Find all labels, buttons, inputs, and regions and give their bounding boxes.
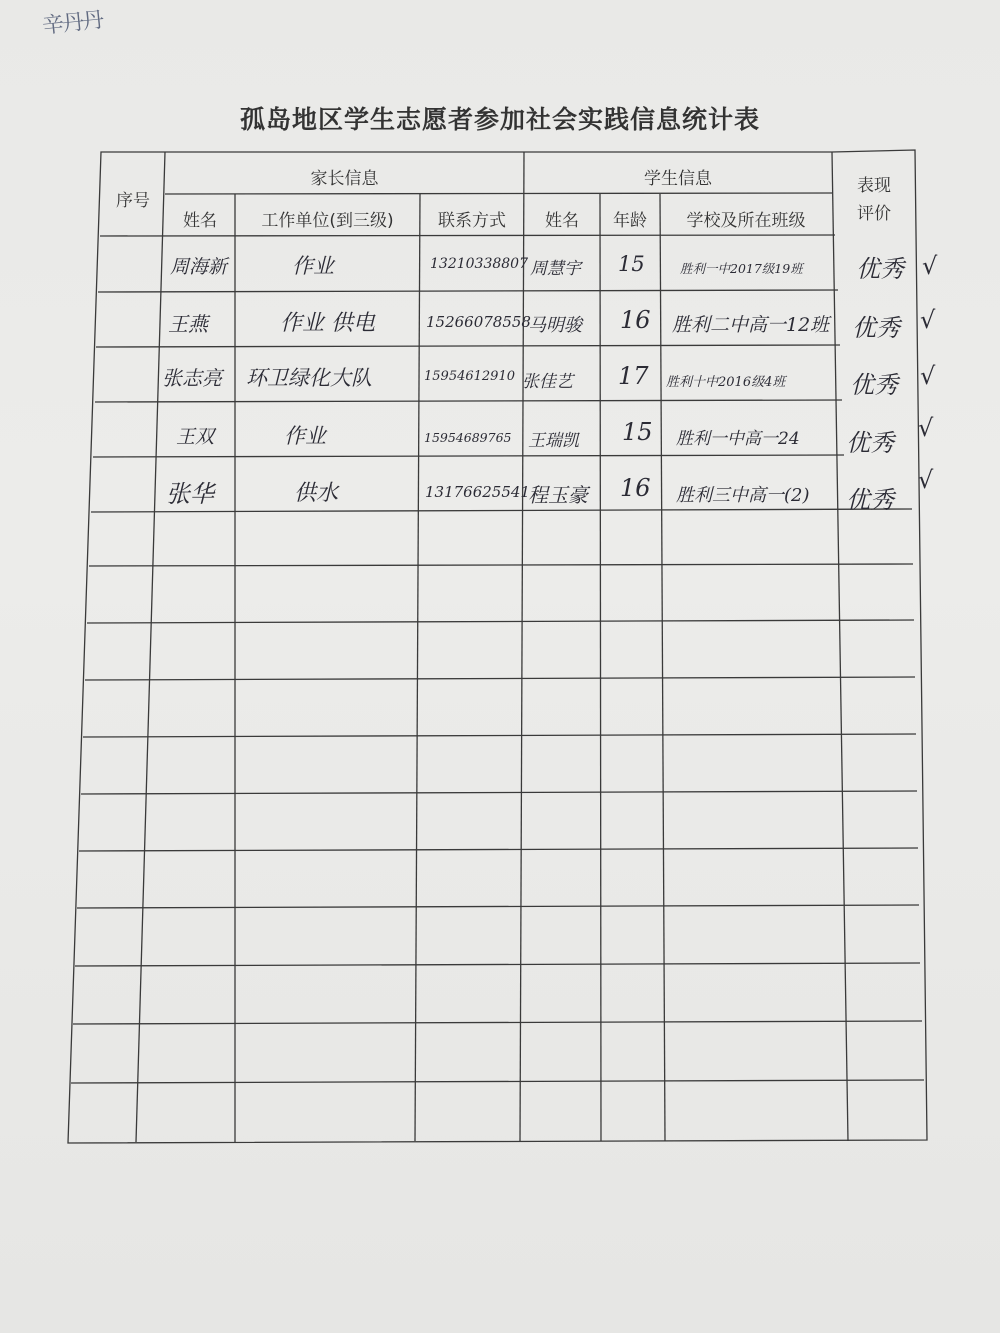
row5-student-name: 程玉豪 xyxy=(528,483,588,507)
row5-evaluation: 优秀 xyxy=(846,486,894,514)
row3-evaluation: 优秀 xyxy=(850,371,898,399)
row2-checkmark: √ xyxy=(920,306,936,334)
row1-checkmark: √ xyxy=(922,252,938,280)
row4-contact: 15954689765 xyxy=(424,430,512,445)
header-parent-group: 家长信息 xyxy=(310,169,379,189)
row5-school-class: 胜利三中高一(2) xyxy=(676,485,810,506)
row3-checkmark: √ xyxy=(920,362,936,390)
row4-student-name: 王瑞凯 xyxy=(528,431,579,451)
header-evaluation-line1: 表现 xyxy=(857,176,891,196)
corner-handwritten-note: 辛丹丹 xyxy=(41,7,104,40)
row2-contact: 15266078558 xyxy=(426,313,531,331)
row2-age: 16 xyxy=(620,306,651,334)
form-title: 孤岛地区学生志愿者参加社会实践信息统计表 xyxy=(239,105,760,134)
row4-parent-name: 王双 xyxy=(176,426,215,448)
header-evaluation-line2: 评价 xyxy=(857,204,891,224)
row4-work-unit: 作业 xyxy=(284,424,326,448)
header-parent-name: 姓名 xyxy=(183,211,217,231)
row3-contact: 15954612910 xyxy=(424,369,515,384)
header-work-unit: 工作单位(到三级) xyxy=(261,211,394,231)
header-school-class: 学校及所在班级 xyxy=(686,211,806,231)
row2-school-class: 胜利二中高一12班 xyxy=(672,314,830,336)
header-student-name: 姓名 xyxy=(545,211,579,231)
row4-school-class: 胜利一中高一24 xyxy=(676,429,800,449)
header-age: 年龄 xyxy=(613,211,647,231)
row1-school-class: 胜利一中2017级19班 xyxy=(680,261,803,276)
row1-work-unit: 作业 xyxy=(292,254,334,278)
row5-contact: 13176625541 xyxy=(425,483,530,501)
row1-evaluation: 优秀 xyxy=(856,255,904,283)
row5-work-unit: 供水 xyxy=(294,481,339,506)
header-contact: 联系方式 xyxy=(438,211,506,231)
header-student-group: 学生信息 xyxy=(644,169,712,189)
row3-work-unit: 环卫绿化大队 xyxy=(246,366,372,390)
row3-age: 17 xyxy=(618,362,649,390)
row2-work-unit: 作业 供电 xyxy=(280,311,375,336)
header-seq: 序号 xyxy=(116,191,150,211)
row2-evaluation: 优秀 xyxy=(852,314,900,342)
row2-student-name: 马明骏 xyxy=(528,315,582,336)
row1-contact: 13210338807 xyxy=(430,256,528,272)
row4-age: 15 xyxy=(622,418,653,446)
row1-student-name: 周慧宇 xyxy=(530,259,581,279)
row3-student-name: 张佳艺 xyxy=(522,372,573,392)
row5-age: 16 xyxy=(620,474,651,502)
row1-age: 15 xyxy=(618,252,645,276)
row5-checkmark: √ xyxy=(918,466,934,494)
row1-parent-name: 周海新 xyxy=(170,256,228,278)
row5-parent-name: 张华 xyxy=(166,480,214,508)
row4-evaluation: 优秀 xyxy=(846,429,894,457)
row3-school-class: 胜利十中2016级4班 xyxy=(666,375,786,390)
row4-checkmark: √ xyxy=(918,414,934,442)
row2-parent-name: 王燕 xyxy=(168,312,208,336)
row3-parent-name: 张志亮 xyxy=(162,366,222,390)
